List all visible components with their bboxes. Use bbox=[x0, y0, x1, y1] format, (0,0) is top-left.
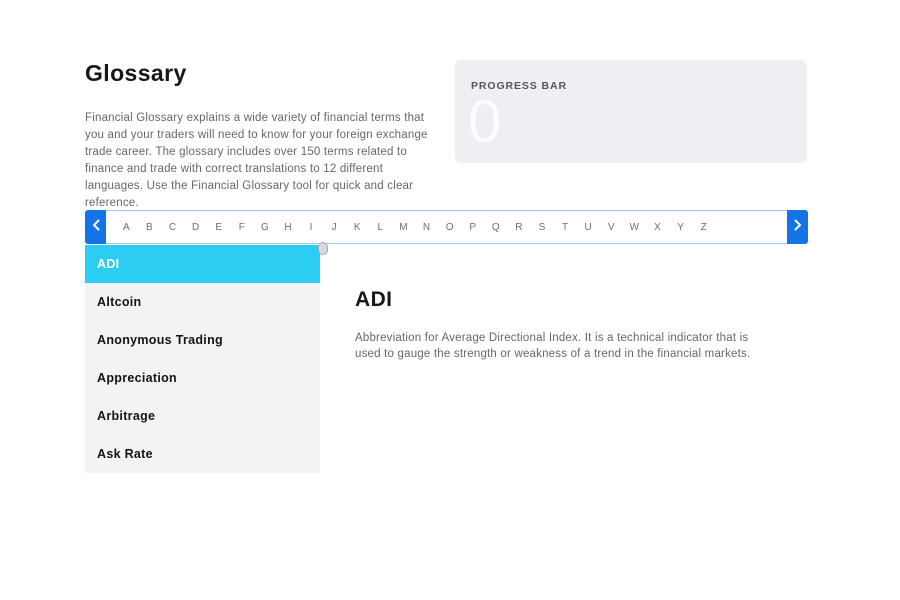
alphabet-letter-list bbox=[106, 211, 787, 243]
alphabet-letter[interactable]: I bbox=[309, 221, 313, 233]
alphabet-letter[interactable]: G bbox=[260, 221, 270, 233]
alphabet-letter[interactable]: U bbox=[584, 221, 593, 233]
list-scrollbar-thumb[interactable] bbox=[318, 242, 328, 255]
alphabet-nav-bar bbox=[85, 210, 808, 244]
alphabet-letter[interactable]: M bbox=[399, 221, 409, 233]
alphabet-letter[interactable]: Z bbox=[700, 221, 708, 233]
progress-bar-card bbox=[455, 60, 807, 163]
term-item[interactable]: Appreciation bbox=[97, 371, 177, 385]
term-detail-title: ADI bbox=[355, 288, 393, 311]
page-title: Glossary bbox=[85, 60, 187, 86]
term-detail-description: Abbreviation for Average Directional Index. It is a technical indicator that is used to gauge the strength or weakness of a trend in the financial markets. bbox=[355, 332, 751, 360]
alphabet-letter[interactable]: R bbox=[515, 221, 523, 233]
alphabet-letter[interactable]: B bbox=[146, 221, 154, 233]
term-list bbox=[85, 245, 320, 473]
alphabet-letter[interactable]: N bbox=[422, 221, 431, 233]
progress-bar-label: PROGRESS BAR bbox=[471, 80, 567, 92]
page-description: Financial Glossary explains a wide variety of financial terms that you and your traders will need to know for your foreign exchange trade career. The glossary includes over 150 terms related to finance and trade with correct translations to 12 different languages. Use the Financial Glossary tool for quick and clear reference. bbox=[85, 112, 428, 209]
alphabet-letter[interactable]: E bbox=[215, 221, 223, 233]
alphabet-letter[interactable]: P bbox=[469, 221, 477, 233]
alphabet-letter[interactable]: O bbox=[445, 221, 454, 233]
term-item[interactable]: Arbitrage bbox=[97, 409, 156, 423]
alphabet-letter[interactable]: H bbox=[284, 221, 293, 233]
term-item[interactable]: Altcoin bbox=[97, 295, 142, 309]
alphabet-letter[interactable]: J bbox=[331, 221, 338, 233]
alphabet-letter[interactable]: Q bbox=[491, 221, 501, 233]
term-item[interactable]: ADI bbox=[85, 245, 320, 283]
term-item[interactable]: Anonymous Trading bbox=[97, 333, 223, 347]
alphabet-letter[interactable]: Y bbox=[677, 221, 685, 233]
term-item[interactable]: Ask Rate bbox=[97, 447, 153, 461]
chevron-right-icon bbox=[794, 218, 802, 236]
alphabet-letter[interactable]: C bbox=[168, 221, 177, 233]
alphabet-letter[interactable]: T bbox=[562, 221, 569, 233]
alphabet-prev-button[interactable] bbox=[85, 210, 106, 244]
alphabet-letter[interactable]: K bbox=[353, 221, 362, 233]
alphabet-next-button[interactable] bbox=[787, 210, 808, 244]
alphabet-letter[interactable]: F bbox=[238, 221, 246, 233]
alphabet-letter[interactable]: D bbox=[191, 221, 200, 233]
chevron-left-icon bbox=[92, 218, 100, 236]
alphabet-letter[interactable]: S bbox=[538, 221, 546, 233]
alphabet-letter[interactable]: X bbox=[654, 221, 662, 233]
progress-bar-value: 0 bbox=[468, 88, 502, 155]
alphabet-letter[interactable]: A bbox=[122, 221, 131, 233]
alphabet-letter[interactable]: W bbox=[629, 221, 640, 233]
alphabet-letter[interactable]: V bbox=[607, 221, 616, 233]
alphabet-letter[interactable]: L bbox=[377, 221, 384, 233]
